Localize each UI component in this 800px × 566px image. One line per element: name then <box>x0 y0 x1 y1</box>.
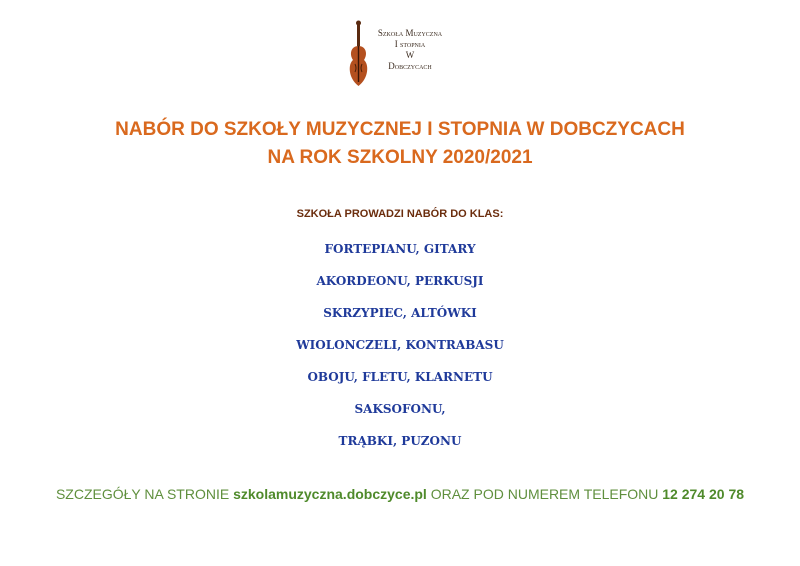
logo-line: Szkoła Muzyczna <box>377 28 443 38</box>
footer-middle: ORAZ POD NUMEREM TELEFONU <box>426 486 663 502</box>
page-title <box>0 116 800 172</box>
class-item: OBOJU, FLETU, KLARNETU <box>307 370 493 384</box>
title-line-2: NA ROK SZKOLNY 2020/2021 <box>267 147 533 168</box>
class-list <box>0 238 800 462</box>
footer-prefix: SZCZEGÓŁY NA STRONIE <box>55 486 234 502</box>
class-item: AKORDEONU, PERKUSJI <box>316 274 484 288</box>
class-item: SAKSOFONU, <box>354 402 446 416</box>
recruitment-subtitle: SZKOŁA PROWADZI NABÓR DO KLAS: <box>296 208 504 220</box>
title-line-1: NABÓR DO SZKOŁY MUZYCZNEJ I STOPNIA W DOBCZYCACH <box>115 119 685 140</box>
logo-text <box>365 28 455 72</box>
logo-line: W <box>405 50 415 60</box>
class-item: TRĄBKI, PUZONU <box>338 434 462 448</box>
contact-footer <box>0 486 800 502</box>
logo-line: Dobczycach <box>388 61 432 71</box>
phone-number: 12 274 20 78 <box>662 486 745 502</box>
class-item: SKRZYPIEC, ALTÓWKI <box>323 306 477 320</box>
class-item: WIOLONCZELI, KONTRABASU <box>296 338 504 352</box>
class-item: FORTEPIANU, GITARY <box>324 242 476 256</box>
website-text: szkolamuzyczna.dobczyce.pl <box>233 486 427 502</box>
logo-line: I stopnia <box>394 39 426 49</box>
school-logo <box>345 20 455 90</box>
